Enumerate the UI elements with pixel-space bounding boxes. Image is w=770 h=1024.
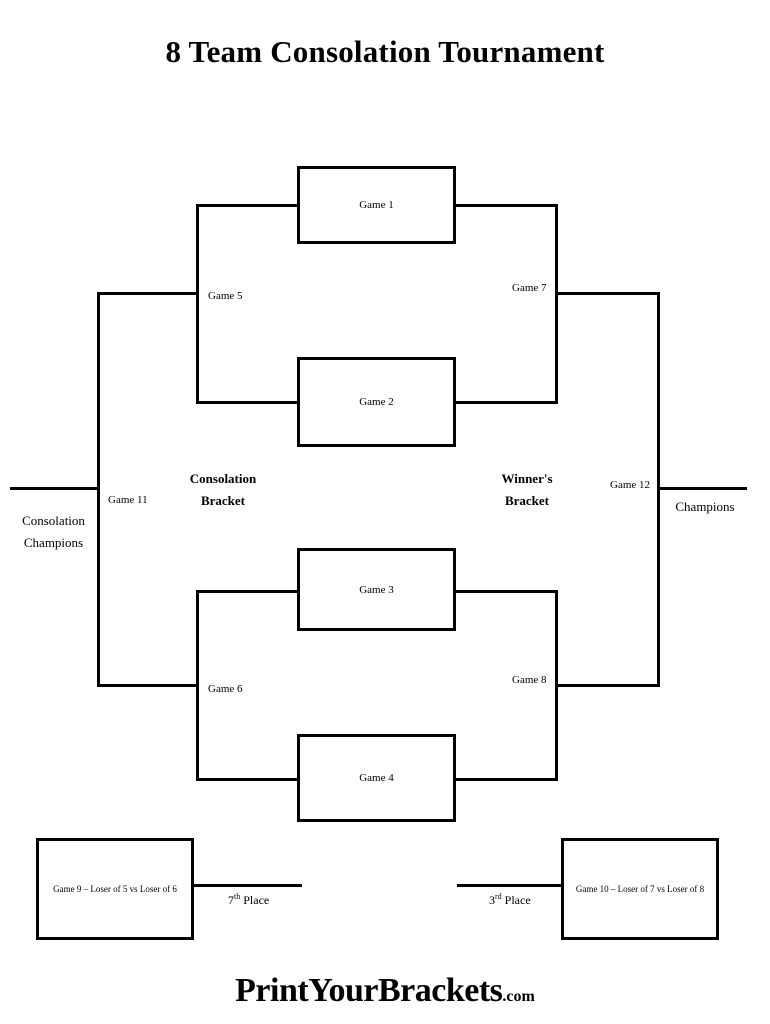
seventh-place-word: Place xyxy=(240,893,270,907)
third-place-label xyxy=(489,892,531,908)
connector-game7-out xyxy=(555,292,660,295)
game-6-label: Game 6 xyxy=(208,683,243,695)
site-logo xyxy=(0,972,770,1010)
third-place-number: 3 xyxy=(489,893,495,907)
game-3-label: Game 3 xyxy=(359,583,394,596)
connector-game5-out xyxy=(97,292,198,295)
connector-game12-out xyxy=(657,487,747,490)
connector-game3-out xyxy=(456,590,558,593)
site-logo-main: PrintYourBrackets xyxy=(235,972,503,1009)
champions-label: Champions xyxy=(675,499,735,514)
game-box-9 xyxy=(36,838,194,940)
game-box-2 xyxy=(297,357,456,447)
game-box-4 xyxy=(297,734,456,822)
connector-game10-out xyxy=(457,884,564,887)
connector-game7-vertical xyxy=(555,204,558,404)
third-place-word: Place xyxy=(501,893,531,907)
page-title: 8 Team Consolation Tournament xyxy=(165,34,605,69)
connector-game5-vertical xyxy=(196,204,199,404)
connector-game11-out xyxy=(10,487,99,490)
winners-bracket-title xyxy=(467,468,587,512)
connector-game4-out xyxy=(456,778,558,781)
connector-game1-left xyxy=(196,204,299,207)
connector-game4-left xyxy=(196,778,299,781)
consolation-bracket-title xyxy=(163,468,283,512)
site-logo-suffix: .com xyxy=(502,988,535,1005)
game-4-label: Game 4 xyxy=(359,772,394,784)
connector-game2-out xyxy=(456,401,558,404)
winners-bracket-title-line1: Winner's xyxy=(501,471,553,486)
consolation-champions-label xyxy=(6,510,101,554)
seventh-place-number: 7 xyxy=(228,893,234,907)
consolation-bracket-title-line1: Consolation xyxy=(189,471,257,486)
connector-game8-out xyxy=(555,684,660,687)
connector-game6-out xyxy=(97,684,198,687)
game-2-label: Game 2 xyxy=(359,396,394,408)
connector-game2-left xyxy=(196,401,299,404)
consolation-champions-line1: Consolation xyxy=(22,513,85,528)
game-1-label: Game 1 xyxy=(359,199,394,211)
connector-game9-out xyxy=(194,884,302,887)
connector-game3-left xyxy=(196,590,299,593)
connector-game1-out xyxy=(456,204,558,207)
consolation-bracket-title-line2: Bracket xyxy=(200,493,246,508)
game-12-label: Game 12 xyxy=(610,479,651,491)
seventh-place-suffix: th xyxy=(234,892,241,901)
game-11-label: Game 11 xyxy=(108,494,148,506)
game-box-1 xyxy=(297,166,456,244)
game-box-10 xyxy=(561,838,719,940)
third-place-suffix: rd xyxy=(495,892,502,901)
game-8-label: Game 8 xyxy=(512,674,547,686)
game-9-label: Game 9 – Loser of 5 vs Loser of 6 xyxy=(53,884,177,894)
consolation-champions-line2: Champions xyxy=(23,535,84,550)
game-box-3 xyxy=(297,548,456,631)
winners-bracket-title-line2: Bracket xyxy=(504,493,550,508)
game-7-label: Game 7 xyxy=(512,282,547,294)
seventh-place-label xyxy=(228,892,269,908)
game-10-label: Game 10 – Loser of 7 vs Loser of 8 xyxy=(575,884,705,894)
game-5-label: Game 5 xyxy=(208,290,243,302)
